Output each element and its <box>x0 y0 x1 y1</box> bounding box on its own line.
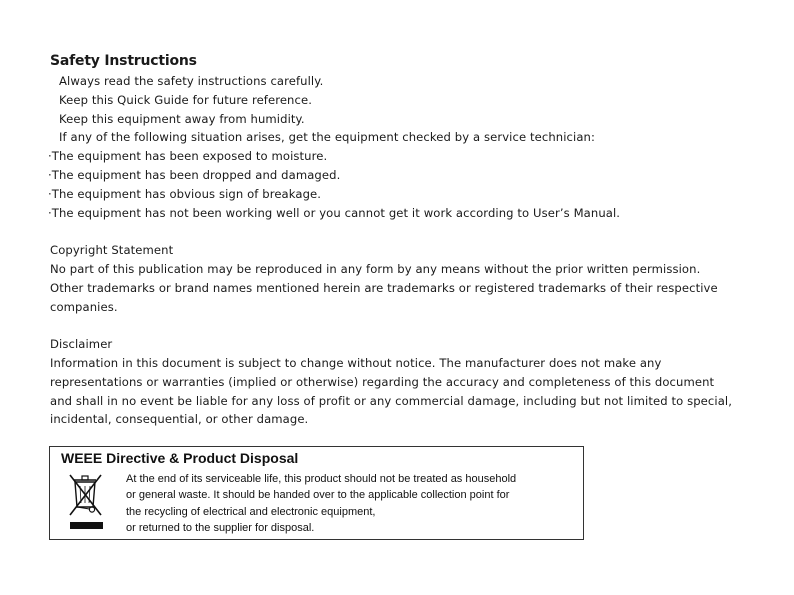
weee-line: At the end of its serviceable life, this product should not be treated as household <box>126 473 517 485</box>
document-body <box>50 52 750 429</box>
safety-bullet: ·The equipment has been exposed to moisture. <box>48 149 328 164</box>
weee-box <box>49 446 584 540</box>
safety-line: Always read the safety instructions carefully. <box>59 74 324 88</box>
safety-line: Keep this Quick Guide for future reference. <box>59 92 312 107</box>
safety-bullet: ·The equipment has been dropped and damaged. <box>48 167 341 182</box>
section-gap <box>50 316 750 335</box>
weee-text <box>126 471 516 537</box>
weee-line: the recycling of electrical and electronic equipment, <box>126 505 376 518</box>
copyright-line: No part of this publication may be reproduced in any form by any means without the prior written permission. <box>50 261 701 276</box>
safety-line: If any of the following situation arises, get the equipment checked by a service technician: <box>59 130 595 145</box>
disclaimer-line: incidental, consequential, or other damage. <box>50 412 309 427</box>
disclaimer-line: and shall in no event be liable for any loss of profit or any commercial damage, including but not limited to special, <box>50 393 733 408</box>
weee-line: or returned to the supplier for disposal. <box>126 522 315 535</box>
copyright-line: Other trademarks or brand names mentioned herein are trademarks or registered trademarks of their respective <box>50 280 718 295</box>
crossed-out-wheelie-bin-icon <box>66 471 106 533</box>
safety-title: Safety Instructions <box>50 53 197 69</box>
copyright-line: companies. <box>50 299 118 314</box>
safety-bullet: ·The equipment has obvious sign of breakage. <box>48 186 322 201</box>
copyright-heading: Copyright Statement <box>50 243 174 258</box>
disclaimer-heading: Disclaimer <box>50 337 113 352</box>
safety-line: Keep this equipment away from humidity. <box>59 111 305 126</box>
disclaimer-line: Information in this document is subject to change without notice. The manufacturer does not make any <box>50 355 662 370</box>
section-gap <box>50 222 750 241</box>
weee-title: WEEE Directive & Product Disposal <box>61 450 299 466</box>
disclaimer-line: representations or warranties (implied or otherwise) regarding the accuracy and completeness of this document <box>50 374 715 389</box>
weee-line: or general waste. It should be handed over to the applicable collection point for <box>126 489 510 502</box>
safety-bullet: ·The equipment has not been working well or you cannot get it work according to User’s Manual. <box>48 205 621 220</box>
